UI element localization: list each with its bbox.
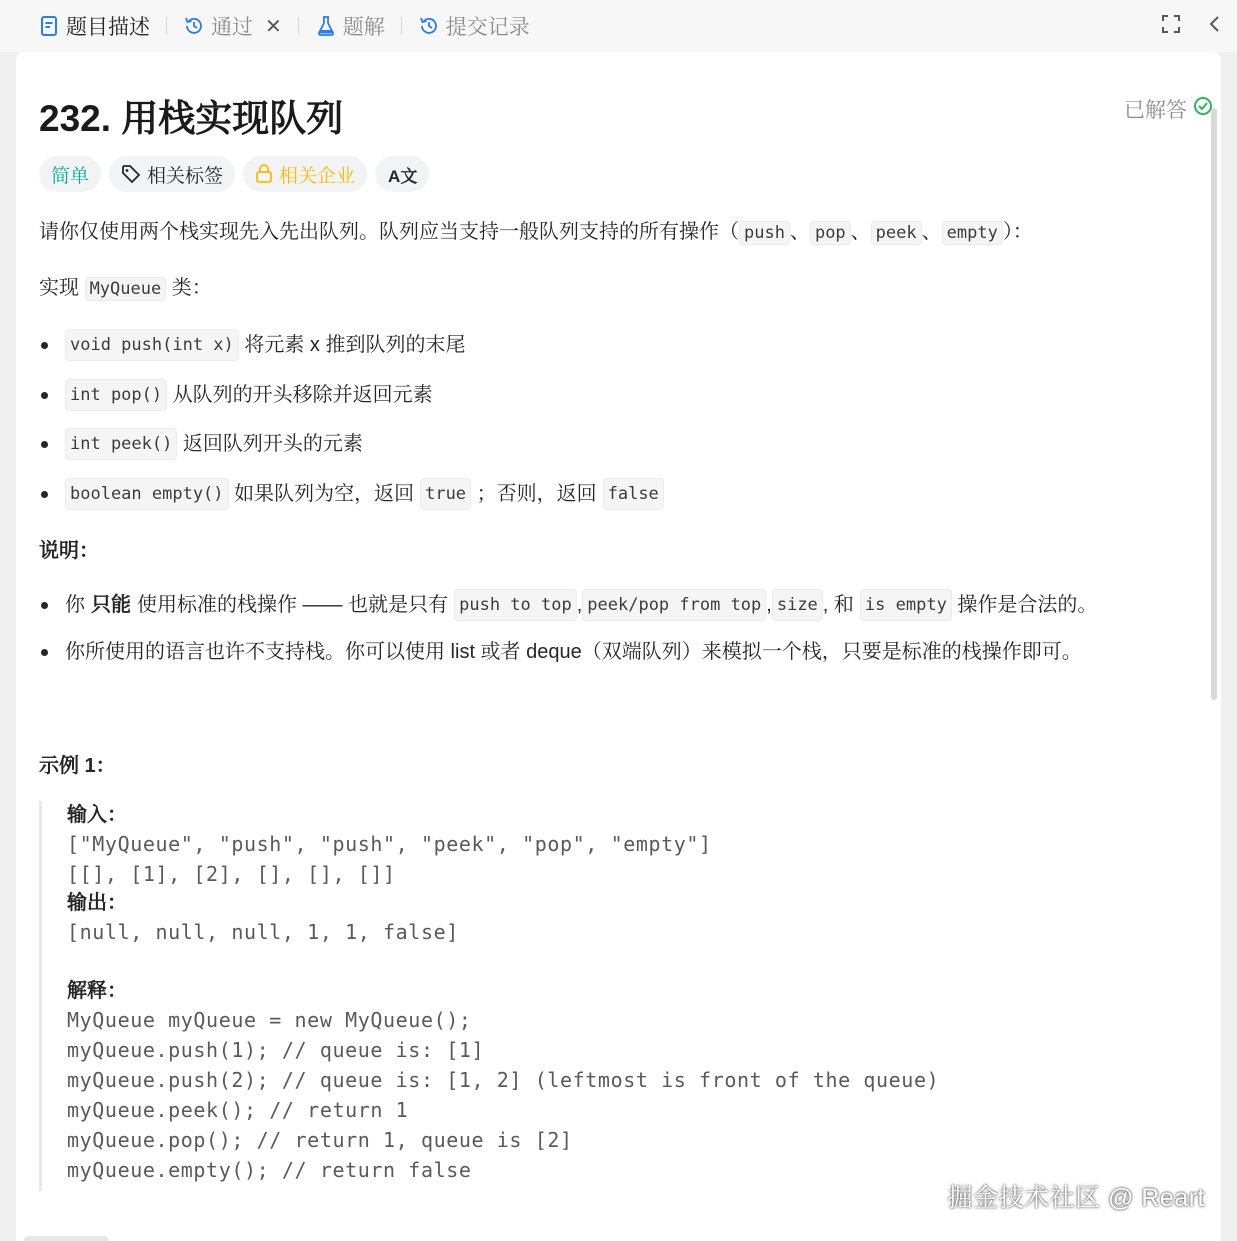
description-panel [16, 52, 1221, 1241]
code-line: myQueue.push(2); // queue is: [1, 2] (leftmost is front of the queue) [67, 1068, 940, 1092]
code-line: ["MyQueue", "push", "push", "peek", "pop", "empty"] [67, 832, 712, 856]
output-label: 输出： [67, 892, 127, 914]
watermark: 掘金技术社区 @ Reart [947, 1184, 1205, 1212]
panel-actions [1161, 0, 1221, 52]
tab-label: 题目描述 [66, 16, 150, 39]
list-item [39, 329, 471, 361]
tab-divider [298, 17, 299, 35]
method-code: int peek() [65, 428, 177, 460]
method-text: 如果队列为空，返回 [234, 483, 415, 505]
tab-label: 提交记录 [445, 16, 530, 39]
separator: 、 [850, 221, 871, 243]
bullet-dot [41, 342, 48, 349]
spacer [67, 947, 1139, 977]
method-code: void push(int x) [65, 329, 239, 361]
solved-status [1124, 94, 1213, 124]
code-line: myQueue.peek(); // return 1 [67, 1098, 409, 1122]
bullet-dot [41, 602, 48, 609]
difficulty-badge: 简单 [39, 156, 101, 192]
code-line: [null, null, null, 1, 1, false] [67, 920, 459, 944]
history-icon [418, 15, 440, 37]
tab-submissions[interactable] [412, 0, 536, 52]
bullet-dot [41, 491, 48, 498]
note-text: 使用标准的栈操作 —— 也就是只有 [137, 594, 449, 616]
explain-label: 解释： [67, 980, 127, 1002]
solved-label: 已解答 [1124, 99, 1187, 122]
code-line: myQueue.push(1); // queue is: [1] [67, 1038, 485, 1062]
related-companies-button[interactable] [243, 156, 367, 192]
code-line: myQueue.empty(); // return false [67, 1158, 472, 1182]
notes-heading: 说明： [39, 540, 99, 562]
problem-tags [39, 156, 429, 192]
op-code: push [739, 221, 790, 245]
bullet-dot [41, 649, 48, 656]
translate-button[interactable] [375, 156, 429, 192]
related-tags-button[interactable] [109, 156, 235, 192]
class-code: MyQueue [85, 277, 167, 301]
example-block [39, 801, 1139, 1191]
op-code: push to top [454, 589, 577, 621]
intro-text: 请你仅使用两个栈实现先入先出队列。队列应当支持一般队列支持的所有操作（ [39, 221, 739, 243]
history-icon [183, 15, 205, 37]
method-text: 返回队列开头的元素 [182, 433, 363, 455]
list-item [39, 478, 664, 510]
method-text: ；否则，返回 [476, 483, 597, 505]
impl-suffix: 类： [171, 277, 212, 299]
input-label: 输入： [67, 804, 127, 826]
bottom-tab[interactable] [24, 1236, 108, 1241]
op-code: size [772, 589, 823, 621]
method-code: int pop() [65, 379, 167, 411]
example-heading: 示例 1： [39, 755, 116, 777]
tab-divider [166, 17, 167, 35]
note-text: 操作是合法的。 [957, 594, 1098, 616]
list-item [39, 638, 1088, 666]
related-companies-label: 相关企业 [279, 165, 356, 187]
bullet-dot [41, 441, 48, 448]
tag-icon [121, 164, 141, 184]
bullet-dot [41, 392, 48, 399]
list-item: 你 只能 使用标准的栈操作 —— 也就是只有 push to top , peek/pop from top , size , 和 is empty 操作是合法的。 [39, 589, 1103, 621]
fullscreen-icon[interactable] [1161, 14, 1181, 39]
tab-divider [401, 17, 402, 35]
tab-bar [0, 0, 1237, 52]
value-code: true [420, 478, 471, 510]
method-text: 将元素 x 推到队列的末尾 [244, 334, 466, 356]
op-code: empty [942, 221, 1003, 245]
separator: 、 [921, 221, 942, 243]
note-text: 你所使用的语言也许不支持栈。你可以使用 list 或者 deque（双端队列）来模拟一个栈，只要是标准的栈操作即可。 [65, 641, 1082, 663]
code-line: myQueue.pop(); // return 1, queue is [2] [67, 1128, 573, 1152]
tab-solutions[interactable] [309, 0, 391, 52]
description-icon [38, 15, 60, 37]
method-text: 从队列的开头移除并返回元素 [172, 384, 433, 406]
lock-icon [255, 164, 273, 184]
value-code: false [603, 478, 664, 510]
flask-icon [315, 15, 337, 37]
code-line: [[], [1], [2], [], [], []] [67, 862, 396, 886]
intro-end: ）： [1002, 221, 1033, 243]
note-text: 你 [65, 594, 85, 616]
chevron-left-icon[interactable] [1207, 14, 1221, 39]
list-item [39, 428, 369, 460]
list-item [39, 379, 439, 411]
close-icon[interactable]: ✕ [265, 15, 282, 38]
code-line: MyQueue myQueue = new MyQueue(); [67, 1008, 472, 1032]
op-code: pop [810, 221, 851, 245]
method-code: boolean empty() [65, 478, 229, 510]
problem-title: 232. 用栈实现队列 [39, 98, 344, 139]
note-strong: 只能 [91, 594, 131, 616]
separator: 、 [789, 221, 810, 243]
op-code: peek [871, 221, 922, 245]
tab-label: 通过 [211, 16, 253, 39]
note-text: 和 [833, 594, 854, 616]
tab-label: 题解 [342, 16, 385, 39]
translate-icon: A文 [388, 166, 418, 186]
description-intro [39, 218, 1033, 247]
related-tags-label: 相关标签 [147, 165, 224, 187]
tab-description[interactable] [32, 0, 156, 52]
scrollbar[interactable] [1211, 108, 1217, 700]
implement-line [39, 274, 212, 303]
op-code: peek/pop from top [582, 589, 766, 621]
impl-prefix: 实现 [39, 277, 79, 299]
op-code: is empty [860, 589, 952, 621]
tab-accepted[interactable] [177, 0, 288, 52]
check-circle-icon [1193, 96, 1213, 122]
